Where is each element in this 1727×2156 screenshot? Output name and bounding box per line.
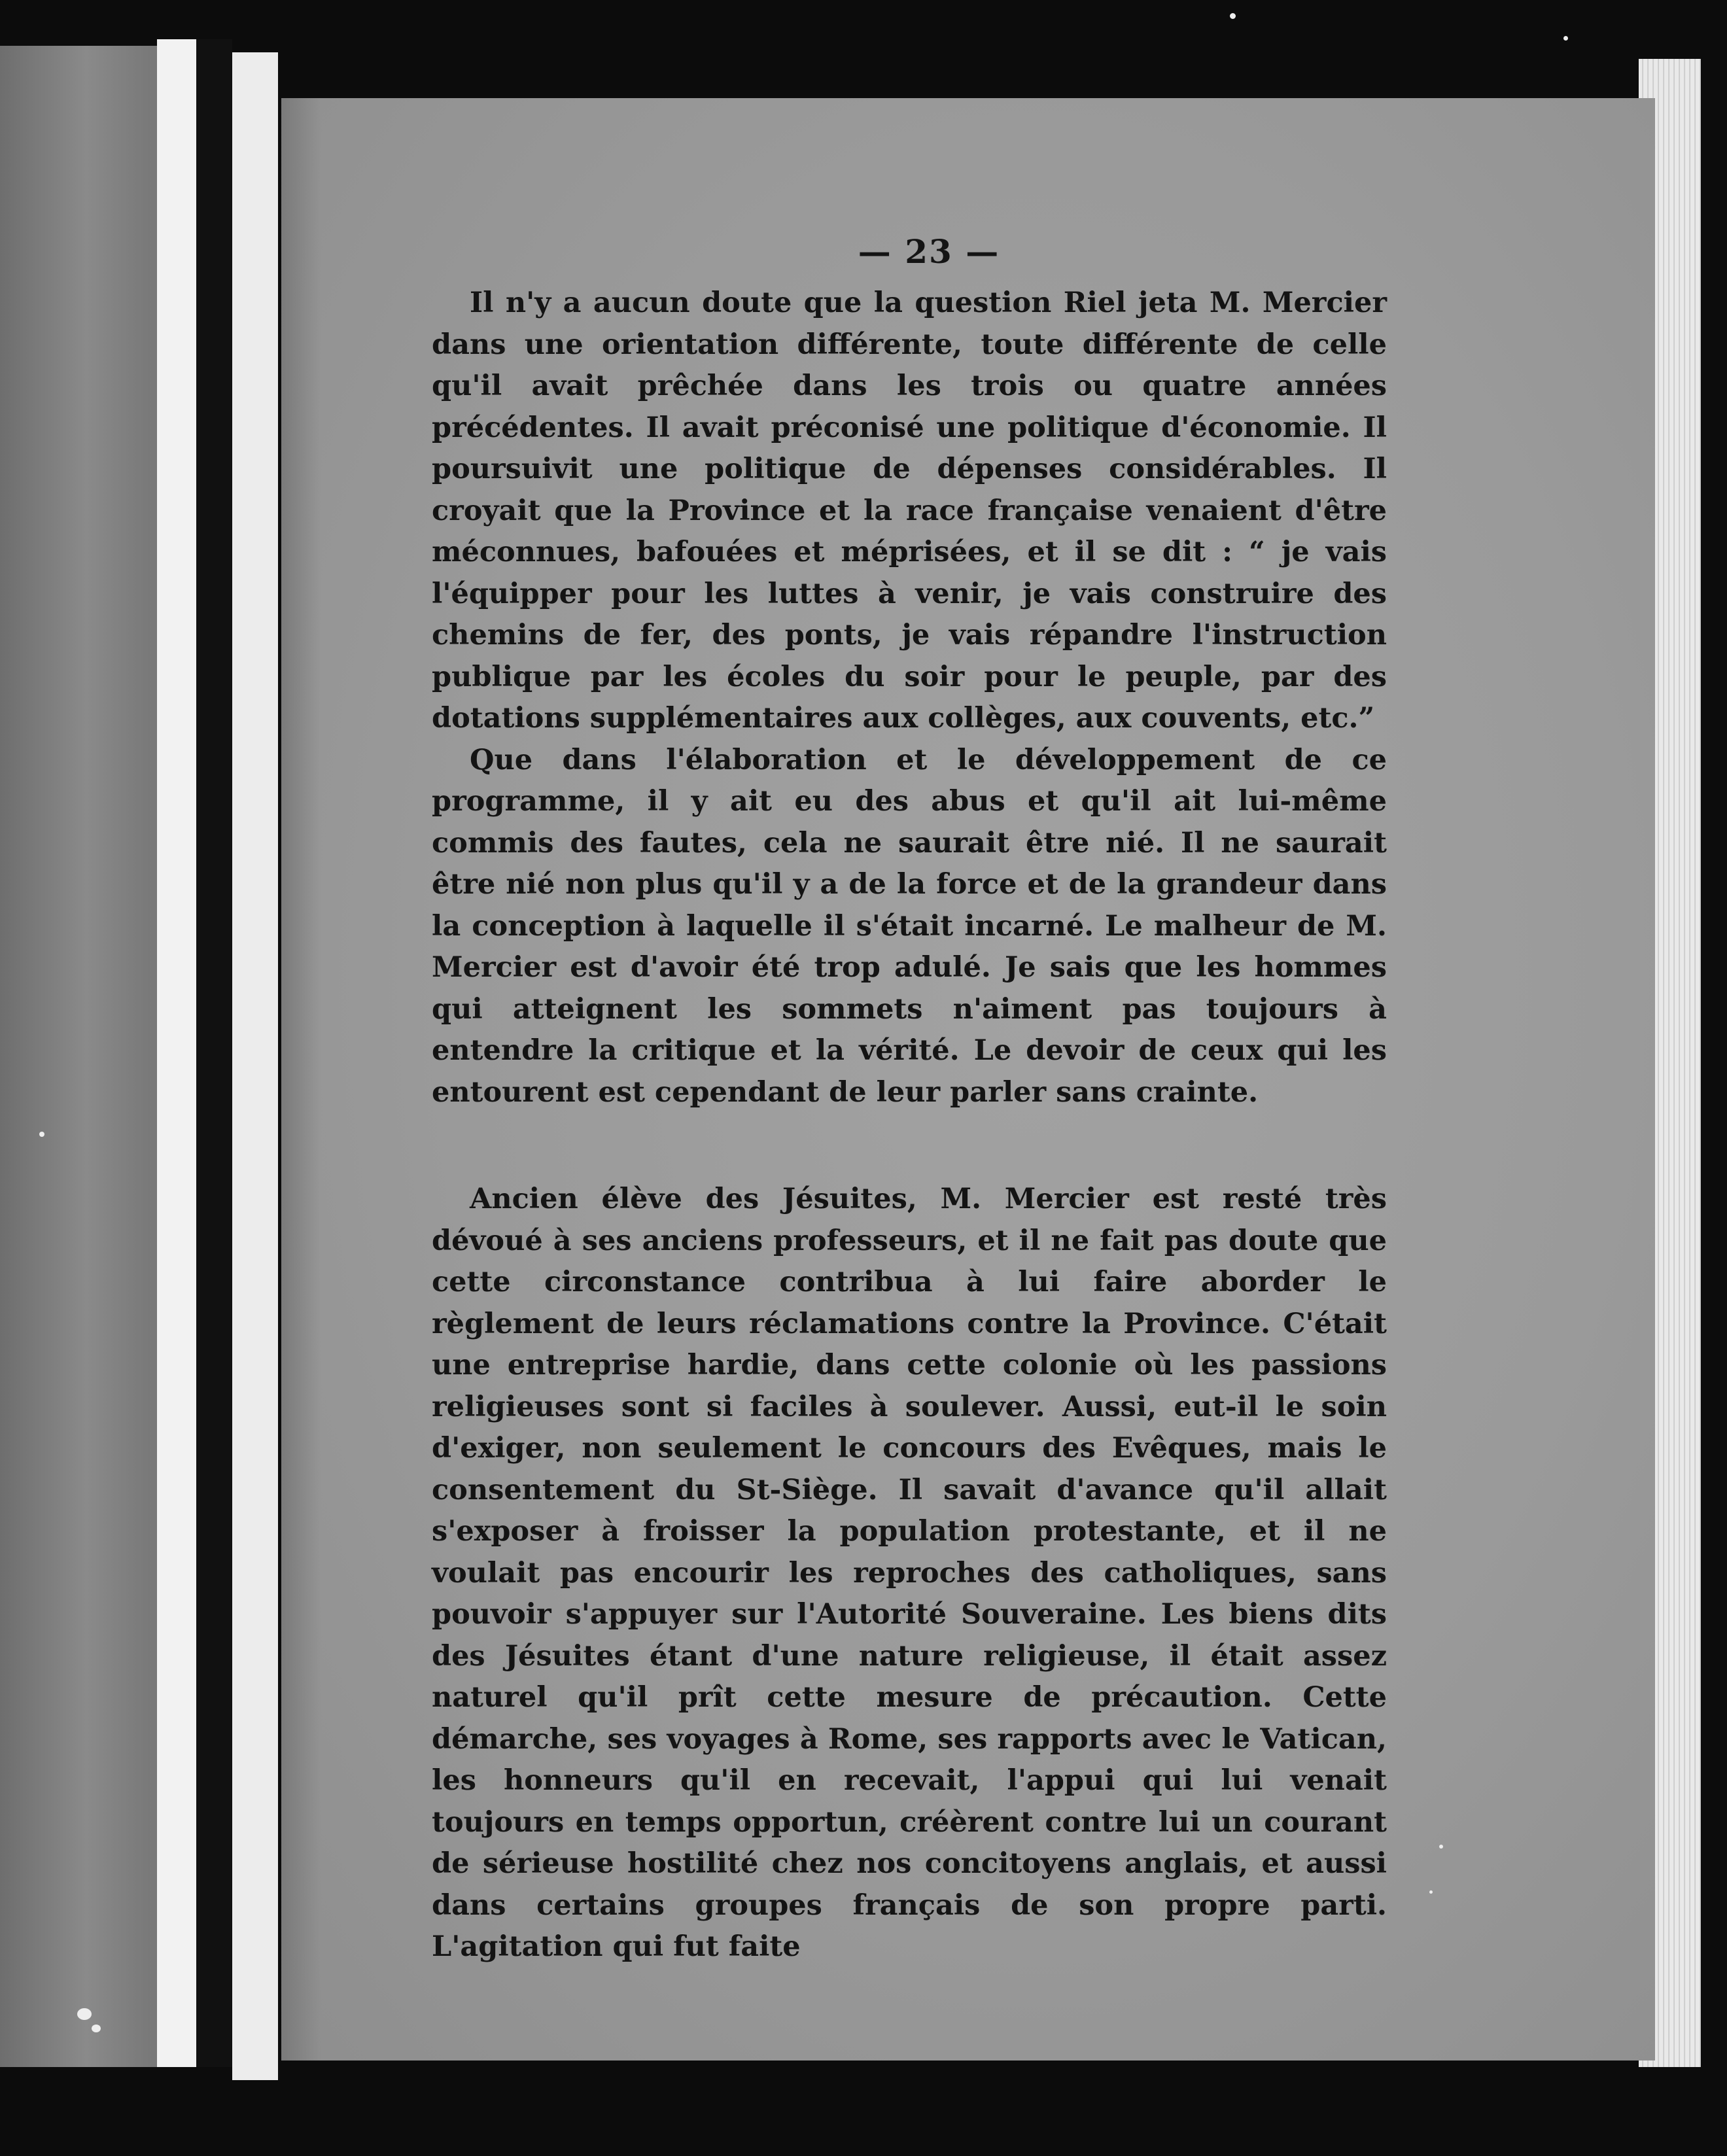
scan-speck (1563, 36, 1568, 41)
paragraph: Que dans l'élaboration et le développement de ce programme, il y ait eu des abus et qu'il ait lui-même commis des fautes, cela ne saurait être nié. Il ne saurait être nié non plus qu'il y a de la force et de la grandeur dans la conception à laquelle il s'était incarné. Le malheur de M. Mercier est d'avoir été trop adulé. Je sais que les hommes qui atteignent les sommets n'aiment pas toujours à entendre la critique et la vérité. Le devoir de ceux qui les entourent est cependant de leur parler sans crainte. (432, 743, 1387, 1109)
gutter-shadow (196, 39, 232, 2067)
scan-speck (1230, 13, 1236, 19)
previous-page-edge (0, 46, 157, 2067)
scan-speck (92, 2025, 101, 2032)
scan-speck (39, 1132, 44, 1137)
scan-speck (77, 2008, 92, 2020)
page-text (432, 232, 1387, 1968)
gutter-band (157, 39, 196, 2067)
scan-speck (1439, 1845, 1443, 1849)
page-number: — 23 — (858, 232, 1000, 271)
section-break (432, 1113, 1387, 1179)
scan-speck (1429, 1890, 1433, 1894)
paragraph: Ancien élève des Jésuites, M. Mercier est resté très dévoué à ses anciens professeurs, et il ne fait pas doute que cette circonstance contribua à lui faire aborder le règlement de leurs réclamations contre la Province. C'était une entreprise hardie, dans cette colonie où les passions religieuses sont si faciles à soulever. Aussi, eut-il le soin d'exiger, non seulement le concours des Evêques, mais le consentement du St-Siège. Il savait d'avance qu'il allait s'exposer à froisser la population protestante, et il ne voulait pas encourir les reproches des catholiques, sans pouvoir s'appuyer sur l'Autorité Souveraine. Les biens dits des Jésuites étant d'une nature religieuse, il était assez naturel qu'il prît cette mesure de précaution. Cette démarche, ses voyages à Rome, ses rapports avec le Vatican, les honneurs qu'il en recevait, l'appui qui lui venait toujours en temps opportun, créèrent contre lui un courant de sérieuse hostilité chez nos concitoyens anglais, et aussi dans certains groupes français de son propre parti. L'agitation qui fut faite (432, 1183, 1387, 1963)
paragraph: Il n'y a aucun doute que la question Riel jeta M. Mercier dans une orientation différente, toute différente de celle qu'il avait prêchée dans les trois ou quatre années précédentes. Il avait préconisé une politique d'économie. Il poursuivit une politique de dépenses considérables. Il croyait que la Province et la race française venaient d'être méconnues, bafouées et méprisées, et il se dit : “ je vais l'équipper pour les luttes à venir, je vais construire des chemins de fer, des ponts, je vais répandre l'instruction publique par les écoles du soir pour le peuple, par des dotations supplémentaires aux collèges, aux couvents, etc.” (432, 287, 1387, 735)
page-shadow (281, 98, 321, 2060)
gutter-band (232, 52, 278, 2080)
